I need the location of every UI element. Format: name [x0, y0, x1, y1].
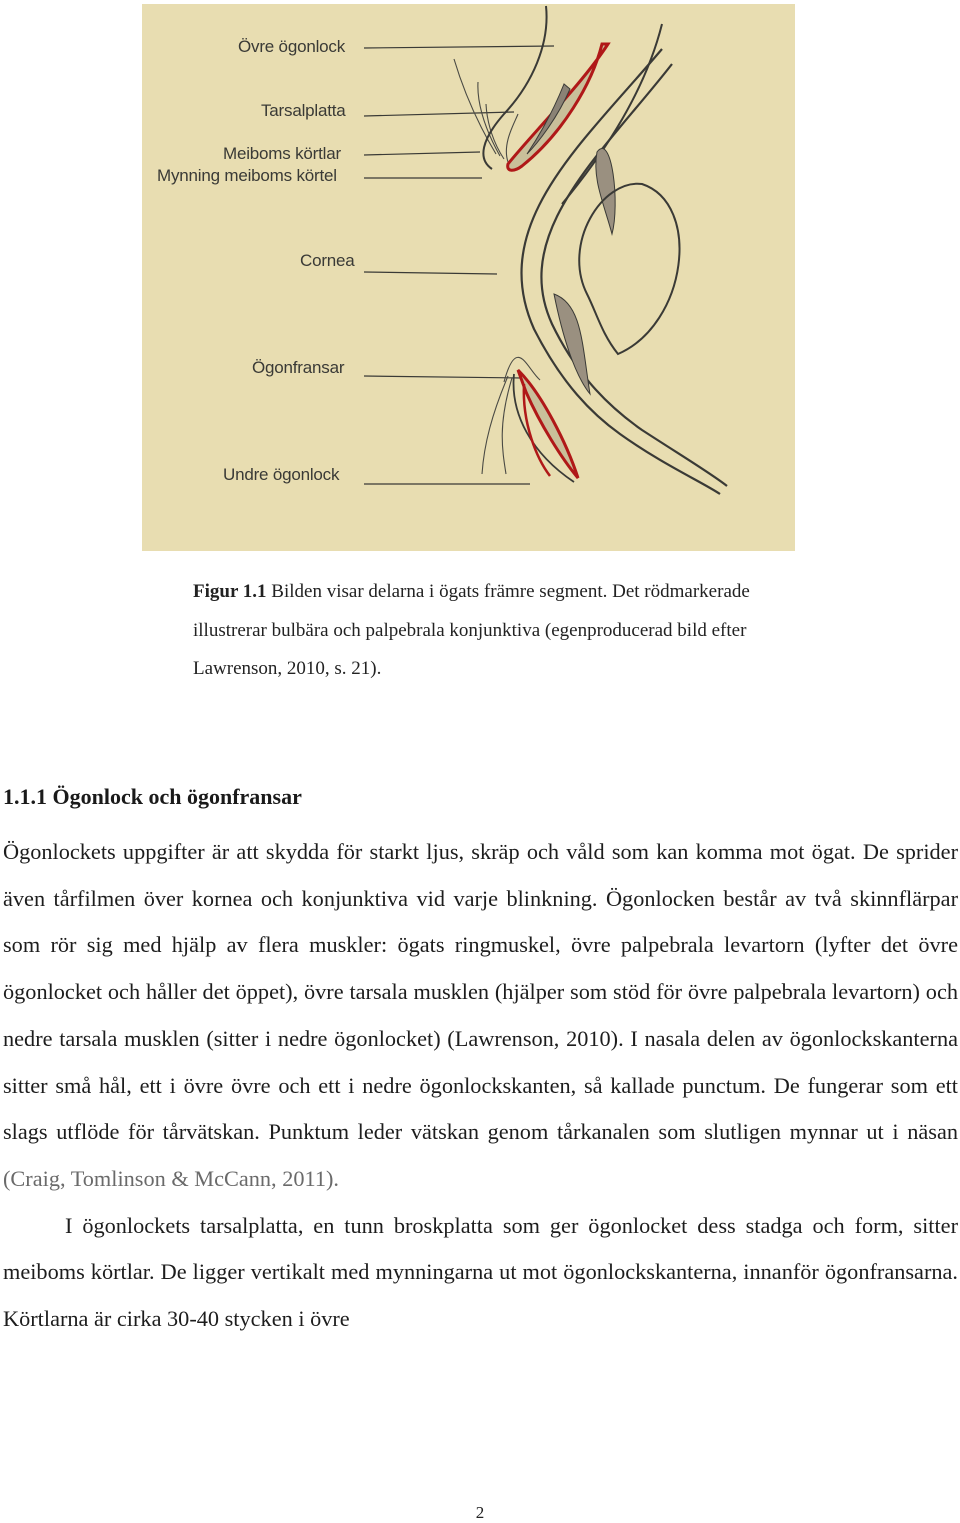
iris-upper: [596, 149, 615, 234]
paragraph-2: I ögonlockets tarsalplatta, en tunn broskplatta som ger ögonlocket dess stadga och form, sitter meiboms körtlar. De ligger vertikalt med mynningarna ut mot ögonlockskanterna, innanför ögonfransarna. Körtlarna är cirka 30-40 stycken i övre: [3, 1212, 958, 1332]
body-text: [3, 829, 958, 1343]
page-number: 2: [475, 1503, 485, 1522]
lens: [579, 184, 679, 354]
cornea-inner: [541, 64, 727, 486]
figure-caption: [193, 573, 773, 689]
iris-lower: [554, 294, 590, 394]
label-cornea: Cornea: [300, 251, 355, 270]
label-ovre-ogonlock: Övre ögonlock: [238, 37, 346, 56]
caption-label: Figur 1.1: [193, 581, 267, 602]
label-ogonfransar: Ögonfransar: [252, 358, 345, 377]
section-heading: 1.1.1 Ögonlock och ögonfransar: [3, 784, 302, 809]
paragraph-1-citation: (Craig, Tomlinson & McCann, 2011).: [3, 1165, 339, 1191]
label-undre-ogonlock: Undre ögonlock: [223, 465, 340, 484]
label-tarsalplatta: Tarsalplatta: [261, 101, 346, 120]
label-mynning: Mynning meiboms körtel: [157, 166, 337, 185]
caption-text: Bilden visar delarna i ögats främre segment. Det rödmarkerade illustrerar bulbära och palpebrala konjunktiva (egenproducerad bild efter Lawrenson, 2010, s. 21).: [193, 581, 750, 679]
label-meiboms-kortlar: Meiboms körtlar: [223, 144, 341, 163]
lower-eyelashes: [482, 357, 540, 474]
paragraph-1-main: Ögonlockets uppgifter är att skydda för starkt ljus, skräp och våld som kan komma mot ögat. De sprider även tårfilmen över kornea och konjunktiva vid varje blinkning. Ögonlocken består av två skinnflärpar som rör sig med hjälp av flera muskler: ögats ringmuskel, övre palpebrala levartorn (lyfter det övre ögonlocket och håller det öppet), övre tarsala musklen (hjälper som stöd för övre palpebrala levartorn) och nedre tarsala musklen (sitter i nedre ögonlocket) (Lawrenson, 2010). I nasala delen av ögonlockskanterna sitter små hål, ett i övre övre och ett i nedre ögonlockskanten, så kallade punctum. De fungerar som ett slags utflöde för tårvätskan. Punktum leder vätskan genom tårkanalen som slutligen mynnar ut i näsan: [3, 839, 958, 1145]
paragraph-1: [3, 829, 958, 1203]
eye-anatomy-figure: [142, 4, 795, 551]
